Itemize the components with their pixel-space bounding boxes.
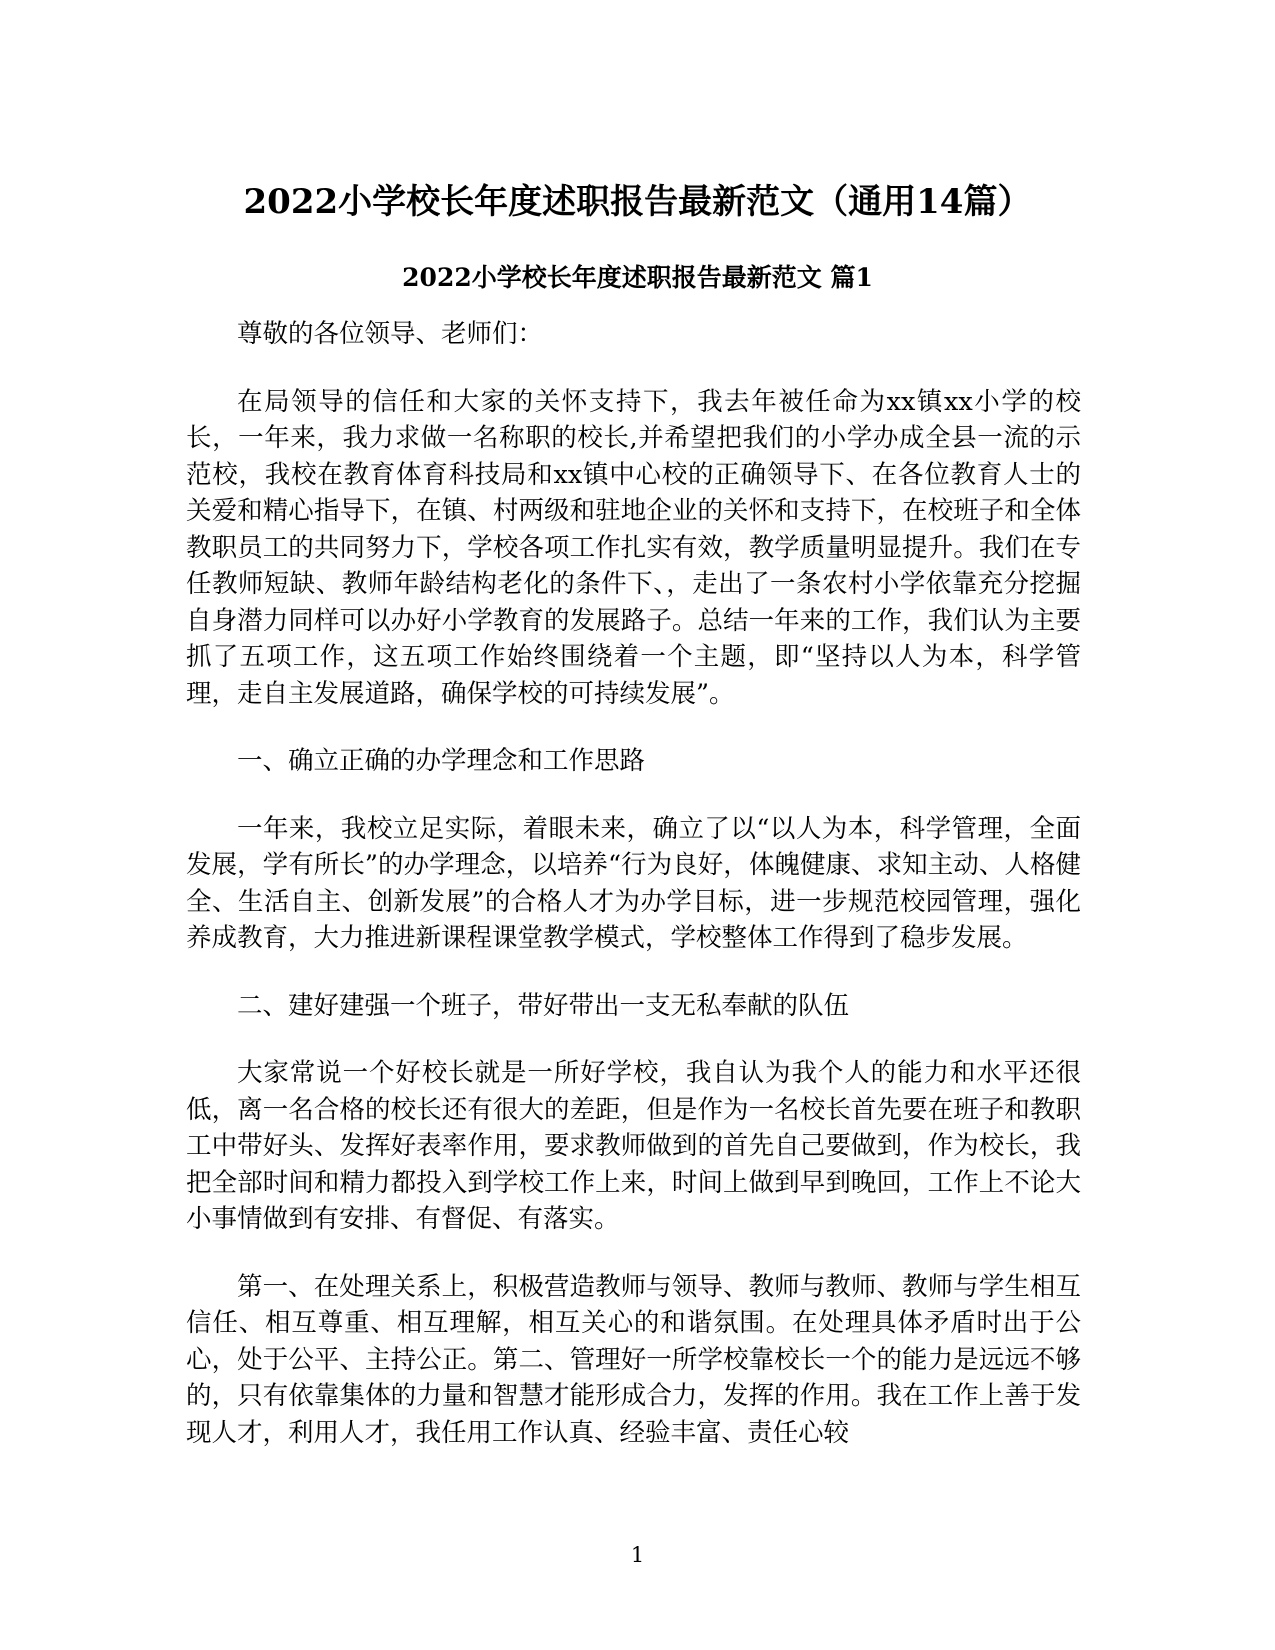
heading-paragraph-1: 一、确立正确的办学理念和工作思路 (237, 746, 646, 776)
body-paragraph: 第一、在处理关系上，积极营造教师与领导、教师与教师、教师与学生相互信任、相互尊重、相互理解，相互关心的和谐氛围。在处理具体矛盾时出于公心，处于公平、主持公正。第二、管理好一所学校靠校长一个的能力是远远不够的，只有依靠集体的力量和智慧才能形成合力，发挥的作用。我在工作上善于发现人才，利用人才，我任用工作认真、经验丰富、责任心较 (186, 1271, 1081, 1448)
body-paragraph: 一年来，我校立足实际，着眼未来，确立了以“以人为本，科学管理，全面发展，学有所长”的办学理念，以培养“行为良好，体魄健康、求知主动、人格健全、生活自主、创新发展”的合格人才为办学目标，进一步规范校园管理，强化养成教育，大力推进新课程课堂教学模式，学校整体工作得到了稳步发展。 (186, 813, 1081, 953)
document-title: 2022小学校长年度述职报告最新范文（通用14篇） (243, 182, 1032, 222)
body-paragraph: 大家常说一个好校长就是一所好学校，我自认为我个人的能力和水平还很低，离一名合格的校长还有很大的差距，但是作为一名校长首先要在班子和教职工中带好头、发挥好表率作用，要求教师做到的首先自己要做到，作为校长，我把全部时间和精力都投入到学校工作上来，时间上做到早到晚回，工作上不论大小事情做到有安排、有督促、有落实。 (186, 1058, 1081, 1234)
intro-paragraph: 在局领导的信任和大家的关怀支持下，我去年被任命为xx镇xx小学的校长，一年来，我力求做一名称职的校长,并希望把我们的小学办成全县一流的示范校，我校在教育体育科技局和xx镇中心校的正确领导下、在各位教育人士的关爱和精心指导下，在镇、村两级和驻地企业的关怀和支持下，在校班子和全体教职员工的共同努力下，学校各项工作扎实有效，教学质量明显提升。我们在专任教师短缺、教师年龄结构老化的条件下、，走出了一条农村小学依靠充分挖掘自身潜力同样可以办好小学教育的发展路子。总结一年来的工作，我们认为主要抓了五项工作，这五项工作始终围绕着一个主题，即“坚持以人为本，科学管理，走自主发展道路，确保学校的可持续发展”。 (186, 386, 1081, 709)
page-number: 1 (630, 1543, 645, 1567)
salutation-paragraph: 尊敬的各位领导、老师们： (237, 319, 544, 349)
section-title: 2022小学校长年度述职报告最新范文 篇1 (402, 263, 873, 292)
document-body (186, 316, 1081, 1482)
heading-paragraph-2: 二、建好建强一个班子，带好带出一支无私奉献的队伍 (237, 990, 850, 1021)
